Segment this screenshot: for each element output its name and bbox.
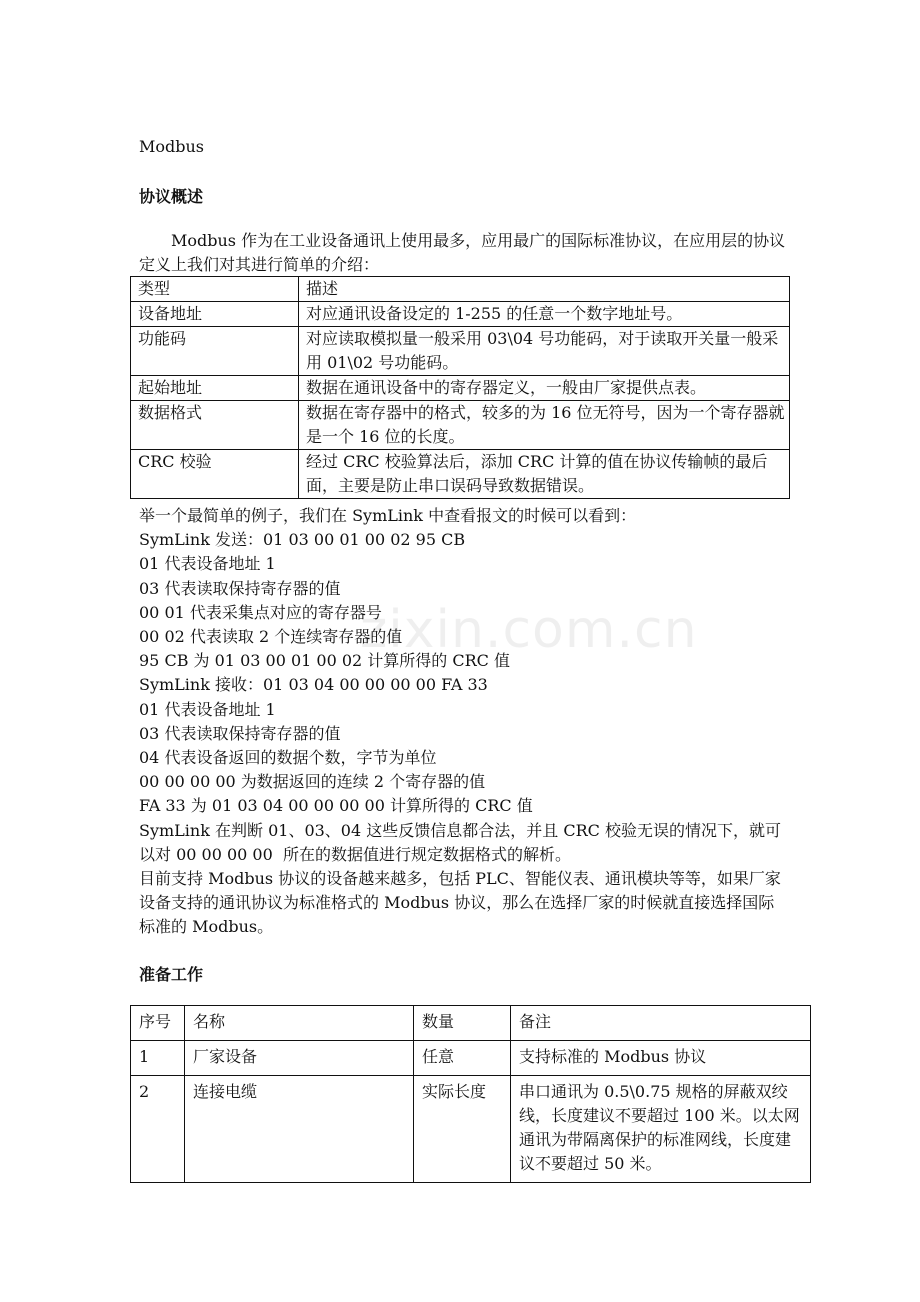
- table-header-cell: 描述: [299, 277, 790, 302]
- table-row: [131, 327, 790, 376]
- table-cell-quantity: 实际长度: [414, 1076, 511, 1183]
- table-cell-name: 连接电缆: [185, 1076, 414, 1183]
- document-title: Modbus: [139, 137, 205, 156]
- example-line: SymLink 在判断 01、03、04 这些反馈信息都合法，并且 CRC 校验无误的情况下，就可以对 00 00 00 00 所在的数据值进行规定数据格式的解析。: [139, 820, 781, 864]
- table-header-cell: 数量: [414, 1006, 511, 1041]
- table-row: [131, 401, 790, 450]
- table-cell-name: 厂家设备: [185, 1041, 414, 1076]
- table-cell-type: 数据格式: [131, 401, 299, 450]
- intro-paragraph: Modbus 作为在工业设备通讯上使用最多，应用最广的国际标准协议，在应用层的协议定义上我们对其进行简单的介绍：: [139, 231, 786, 274]
- table-cell-description: 数据在通讯设备中的寄存器定义，一般由厂家提供点表。: [299, 376, 790, 401]
- example-line: 举一个最简单的例子，我们在 SymLink 中查看报文的时候可以看到：: [139, 506, 637, 525]
- section-heading-preparation: 准备工作: [139, 965, 204, 984]
- table-row: [131, 376, 790, 401]
- table-cell-description: 对应通讯设备设定的 1-255 的任意一个数字地址号。: [299, 302, 790, 327]
- table-row: [131, 1041, 811, 1076]
- table-cell-index: 1: [131, 1041, 185, 1076]
- example-line: 03 代表读取保持寄存器的值: [139, 723, 341, 743]
- table-cell-type: 起始地址: [131, 376, 299, 401]
- table-cell-remark: 支持标准的 Modbus 协议: [511, 1041, 811, 1076]
- example-line: 01 代表设备地址 1: [139, 554, 276, 574]
- table-cell-type: 功能码: [131, 327, 299, 376]
- table-cell-index: 2: [131, 1076, 185, 1183]
- table-cell-quantity: 任意: [414, 1041, 511, 1076]
- protocol-table: [130, 276, 790, 499]
- watermark: zixin.com.cn: [360, 600, 698, 660]
- table-row: [131, 450, 790, 499]
- example-line: 95 CB 为 01 03 00 01 00 02 计算所得的 CRC 值: [139, 651, 510, 671]
- table-cell-type: CRC 校验: [131, 450, 299, 499]
- example-line: 04 代表设备返回的数据个数，字节为单位: [139, 748, 437, 768]
- table-row: [131, 302, 790, 327]
- table-header-cell: 备注: [511, 1006, 811, 1041]
- table-header-row: [131, 1006, 811, 1041]
- example-line: 00 01 代表采集点对应的寄存器号: [139, 602, 382, 622]
- table-cell-description: 对应读取模拟量一般采用 03\04 号功能码，对于读取开关量一般采用 01\02 号功能码。: [299, 327, 790, 376]
- table-header-row: [131, 277, 790, 302]
- example-text-block: [139, 504, 789, 940]
- table-header-cell: 名称: [185, 1006, 414, 1041]
- example-line: 00 00 00 00 为数据返回的连续 2 个寄存器的值: [139, 772, 486, 792]
- example-line: SymLink 发送：01 03 00 01 00 02 95 CB: [139, 530, 466, 550]
- table-row: [131, 1076, 811, 1183]
- preparation-table: [130, 1005, 811, 1183]
- table-cell-remark: 串口通讯为 0.5\0.75 规格的屏蔽双绞线，长度建议不要超过 100 米。以太网通讯为带隔离保护的标准网线，长度建议不要超过 50 米。: [511, 1076, 811, 1183]
- example-line: 目前支持 Modbus 协议的设备越来越多，包括 PLC、智能仪表、通讯模块等等，如果厂家设备支持的通讯协议为标准格式的 Modbus 协议，那么在选择厂家的时候就直接选择国际标准的 Modbus。: [139, 869, 781, 937]
- example-line: 00 02 代表读取 2 个连续寄存器的值: [139, 627, 403, 647]
- table-header-cell: 类型: [131, 277, 299, 302]
- section-heading-overview: 协议概述: [139, 187, 204, 206]
- table-cell-description: 数据在寄存器中的格式，较多的为 16 位无符号，因为一个寄存器就是一个 16 位的长度。: [299, 401, 790, 450]
- example-line: 01 代表设备地址 1: [139, 699, 276, 719]
- example-line: FA 33 为 01 03 04 00 00 00 00 计算所得的 CRC 值: [139, 796, 533, 816]
- table-header-cell: 序号: [131, 1006, 185, 1041]
- table-cell-type: 设备地址: [131, 302, 299, 327]
- example-line: SymLink 接收：01 03 04 00 00 00 00 FA 33: [139, 675, 488, 695]
- example-line: 03 代表读取保持寄存器的值: [139, 578, 341, 598]
- table-cell-description: 经过 CRC 校验算法后，添加 CRC 计算的值在协议传输帧的最后面，主要是防止串口误码导致数据错误。: [299, 450, 790, 499]
